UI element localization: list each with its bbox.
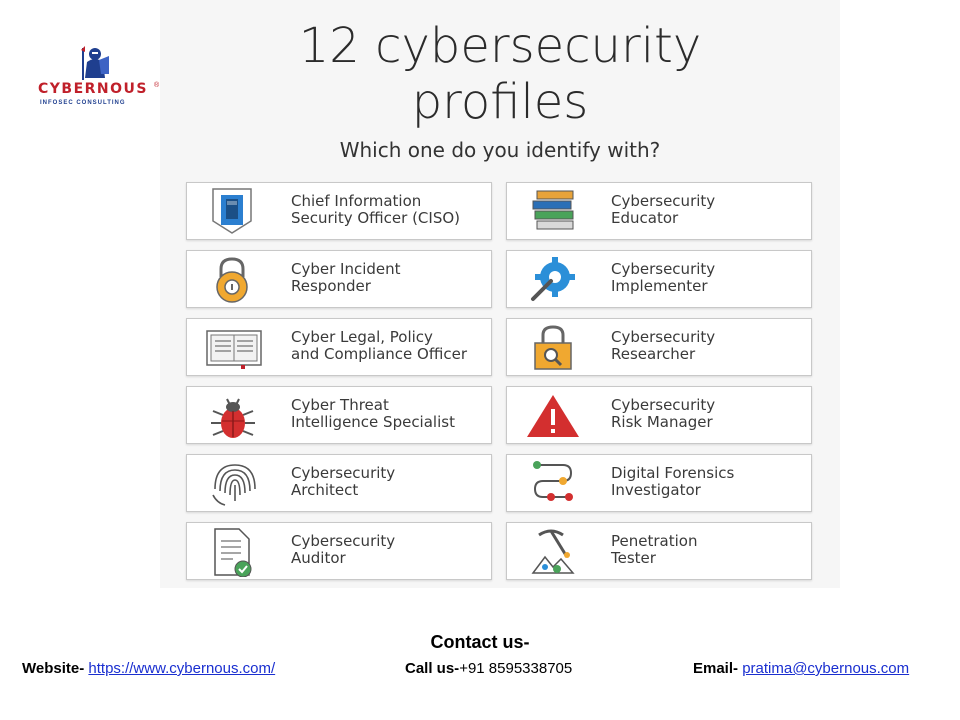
website-link[interactable]: https://www.cybernous.com/ (88, 660, 276, 677)
padlock-icon (203, 255, 263, 305)
document-check-icon (203, 527, 263, 577)
profile-card-risk-manager (506, 386, 812, 444)
email-link[interactable]: pratima@cybernous.com (742, 660, 910, 677)
profile-label: Cybersecurity Risk Manager (611, 396, 716, 431)
profile-label: Cybersecurity Educator (611, 192, 716, 227)
email-label: Email- (693, 660, 739, 677)
website-contact (22, 660, 275, 677)
books-icon (523, 187, 583, 237)
lock-magnifier-icon (523, 323, 583, 373)
logo-wordmark: CYBERNOUS (38, 81, 148, 97)
profile-label: Cybersecurity Architect (291, 464, 396, 499)
pickaxe-icon (523, 527, 583, 577)
profile-card-incident-responder (186, 250, 492, 308)
email-contact (693, 660, 909, 677)
open-book-icon (203, 323, 263, 373)
profile-label: Penetration Tester (611, 532, 698, 567)
phone-contact (405, 660, 572, 677)
title-line-2: profiles (411, 74, 589, 130)
profile-label: Cybersecurity Researcher (611, 328, 716, 363)
company-logo (30, 44, 165, 114)
profile-label: Cybersecurity Implementer (611, 260, 716, 295)
call-label: Call us- (405, 660, 460, 677)
phone-number: +91 8595338705 (459, 660, 573, 677)
website-label: Website- (22, 660, 85, 677)
gear-wrench-icon (523, 255, 583, 305)
knight-logo-icon (75, 44, 115, 82)
contact-heading: Contact us- (430, 632, 530, 652)
bug-icon (203, 391, 263, 441)
profile-label: Cyber Threat Intelligence Specialist (291, 396, 455, 431)
profile-card-ciso (186, 182, 492, 240)
profile-label: Cyber Legal, Policy and Compliance Officer (291, 328, 468, 363)
profile-label: Cyber Incident Responder (291, 260, 401, 295)
profile-card-auditor (186, 522, 492, 580)
profile-label: Cybersecurity Auditor (291, 532, 396, 567)
profile-label: Digital Forensics Investigator (611, 464, 735, 499)
warning-icon (523, 391, 583, 441)
logo-tagline: INFOSEC CONSULTING (40, 100, 126, 106)
profile-card-architect (186, 454, 492, 512)
profile-card-educator (506, 182, 812, 240)
subtitle: Which one do you identify with? (339, 138, 661, 162)
profile-card-penetration-tester (506, 522, 812, 580)
profile-card-forensics (506, 454, 812, 512)
fingerprint-icon (203, 459, 263, 509)
profile-card-legal-policy (186, 318, 492, 376)
logo-registered-mark: ® (154, 82, 160, 89)
title-line-1: 12 cybersecurity (298, 18, 702, 74)
profile-label: Chief Information Security Officer (CISO) (291, 192, 461, 227)
profile-card-researcher (506, 318, 812, 376)
path-icon (523, 459, 583, 509)
profile-card-implementer (506, 250, 812, 308)
infographic-panel (160, 0, 840, 588)
shield-icon (203, 187, 263, 237)
profile-card-threat-intelligence (186, 386, 492, 444)
